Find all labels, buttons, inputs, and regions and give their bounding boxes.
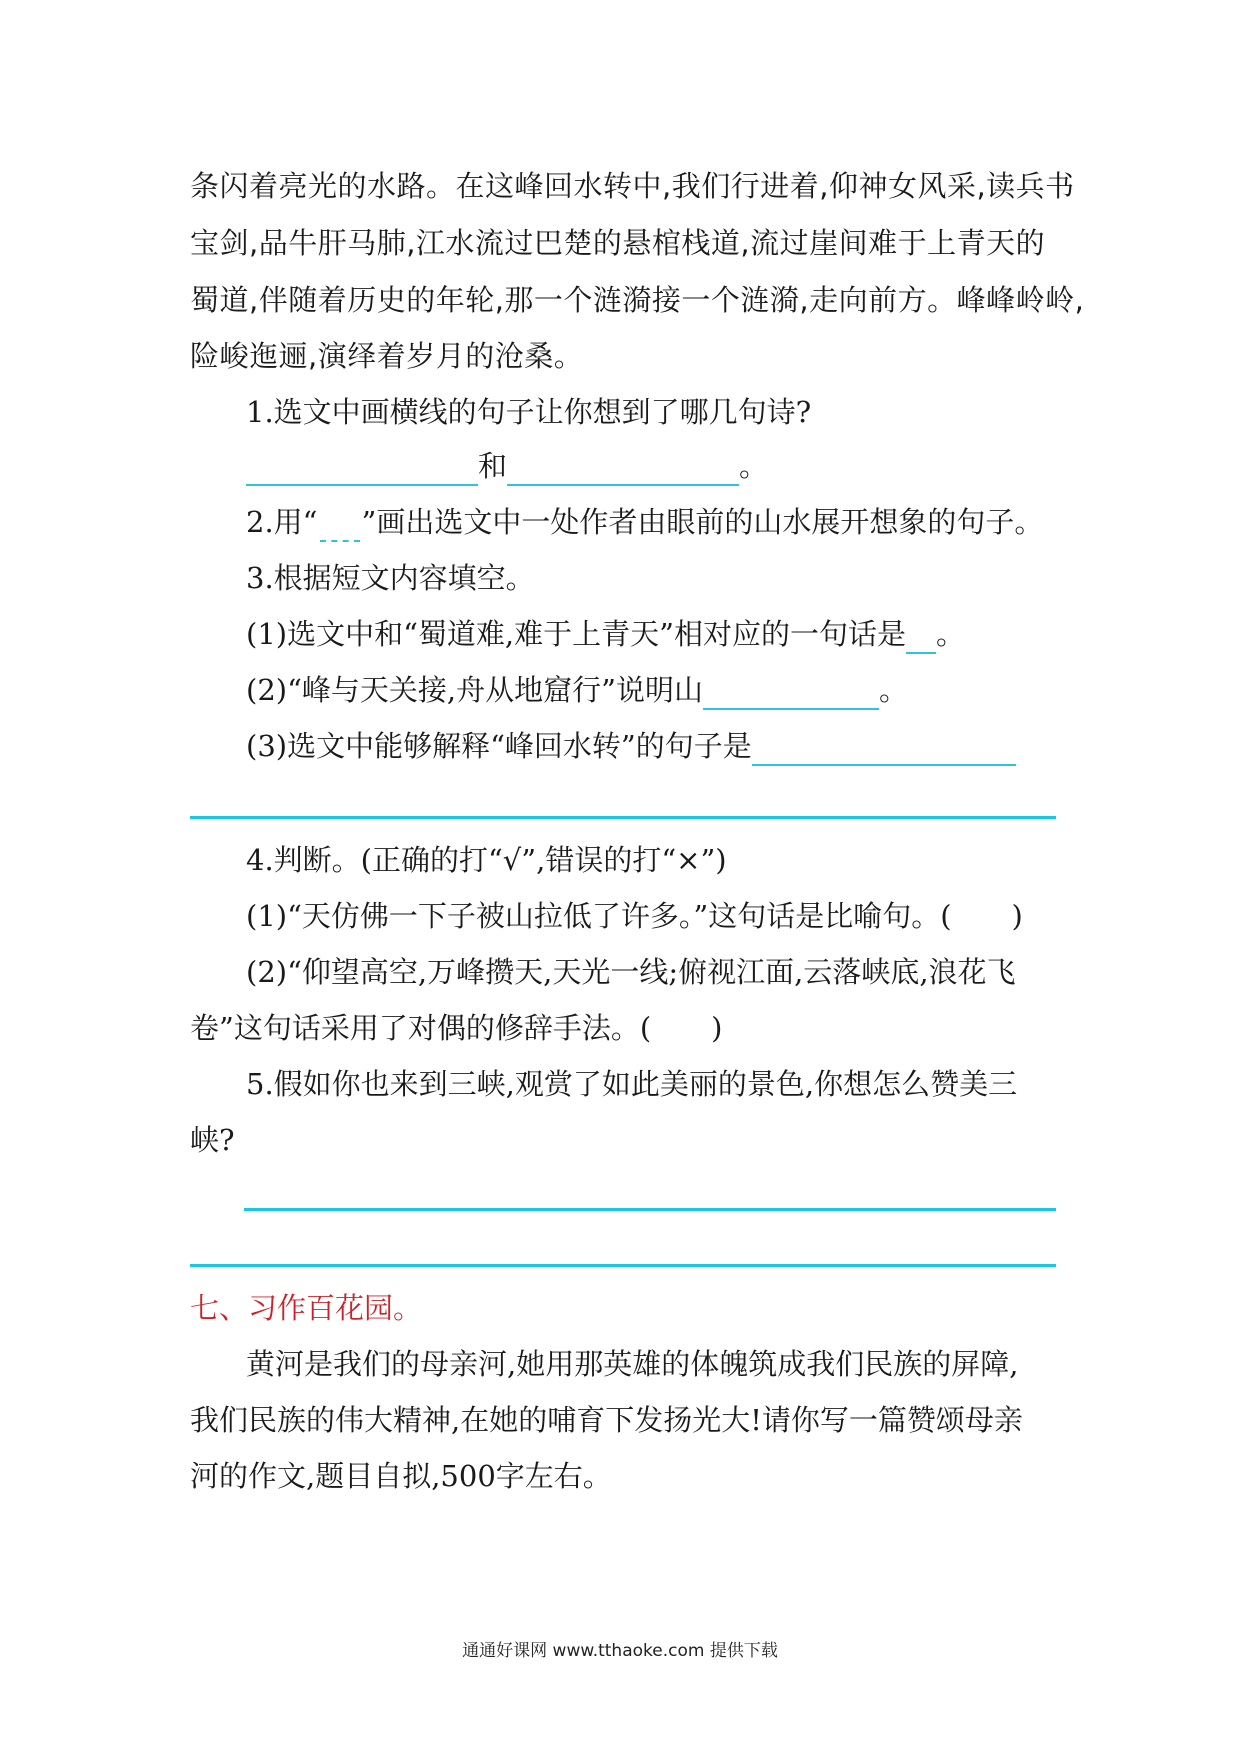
section-7-heading: 七、习作百花园。 xyxy=(190,1291,423,1325)
question-2-suffix: ”画出选文中一处作者由眼前的山水展开想象的句子。 xyxy=(361,505,1044,539)
page-footer: 通通好课网 www.tthaoke.com 提供下载 xyxy=(462,1641,778,1661)
question-4-sub-2-line-1: (2)“仰望高空,万峰攒天,天光一线;俯视江面,云落峡底,浪花飞 xyxy=(246,955,1016,989)
end-punct: 。 xyxy=(739,449,769,483)
question-5-line-1: 5.假如你也来到三峡,观赏了如此美丽的景色,你想怎么赞美三 xyxy=(246,1067,1018,1101)
section-7-line-3: 河的作文,题目自拟,500字左右。 xyxy=(190,1459,612,1493)
question-3-sub-3 xyxy=(246,726,1066,766)
answer-blank-1b[interactable] xyxy=(507,450,739,486)
answer-blank-3-2[interactable] xyxy=(703,674,879,710)
question-2-prefix: 2.用“ xyxy=(246,505,318,539)
question-2 xyxy=(246,502,1066,542)
question-3-sub-2 xyxy=(246,670,1066,710)
answer-blank-3-1[interactable] xyxy=(906,618,936,654)
question-4-sub-1 xyxy=(246,896,1066,936)
answer-line-3-3-cont[interactable] xyxy=(190,816,1056,819)
answer-line-5a[interactable] xyxy=(244,1208,1056,1211)
sub1-text: (1)选文中和“蜀道难,难于上青天”相对应的一句话是 xyxy=(246,617,906,651)
passage-line-4: 险峻迤逦,演绎着岁月的沧桑。 xyxy=(190,339,584,373)
dashed-line-sample xyxy=(320,510,360,542)
sub2-text: (2)“峰与天关接,舟从地窟行”说明山 xyxy=(246,673,703,707)
question-4-sub-2-line-2 xyxy=(190,1008,1060,1048)
passage-line-2: 宝剑,品牛肝马肺,江水流过巴楚的悬棺栈道,流过崖间难于上青天的 xyxy=(190,226,1046,260)
question-1-answer-row xyxy=(246,446,1066,486)
sub3-text: (3)选文中能够解释“峰回水转”的句子是 xyxy=(246,729,752,763)
q4-sub1-end: ) xyxy=(1011,899,1023,933)
answer-blank-1a[interactable] xyxy=(246,450,478,486)
sub2-end: 。 xyxy=(878,673,908,707)
question-3: 3.根据短文内容填空。 xyxy=(246,561,535,595)
connector-text: 和 xyxy=(478,449,508,483)
passage-line-3: 蜀道,伴随着历史的年轮,那一个涟漪接一个涟漪,走向前方。峰峰岭岭, xyxy=(190,283,1085,317)
answer-line-5b[interactable] xyxy=(190,1264,1056,1267)
section-7-line-1: 黄河是我们的母亲河,她用那英雄的体魄筑成我们民族的屏障, xyxy=(246,1347,1019,1381)
answer-blank-3-3[interactable] xyxy=(752,730,1016,766)
q4-sub1-text: (1)“天仿佛一下子被山拉低了许多。”这句话是比喻句。( xyxy=(246,899,952,933)
q4-sub2-end: ) xyxy=(711,1011,723,1045)
question-5-line-2: 峡? xyxy=(190,1123,235,1157)
sub1-end: 。 xyxy=(935,617,965,651)
question-4: 4.判断。(正确的打“√”,错误的打“×”) xyxy=(246,843,727,877)
section-7-line-2: 我们民族的伟大精神,在她的哺育下发扬光大!请你写一篇赞颂母亲 xyxy=(190,1403,1023,1437)
question-1: 1.选文中画横线的句子让你想到了哪几句诗? xyxy=(246,395,812,429)
passage-line-1: 条闪着亮光的水路。在这峰回水转中,我们行进着,仰神女风采,读兵书 xyxy=(190,169,1075,203)
question-3-sub-1 xyxy=(246,614,1066,654)
q4-sub2-text: 卷”这句话采用了对偶的修辞手法。( xyxy=(190,1011,652,1045)
